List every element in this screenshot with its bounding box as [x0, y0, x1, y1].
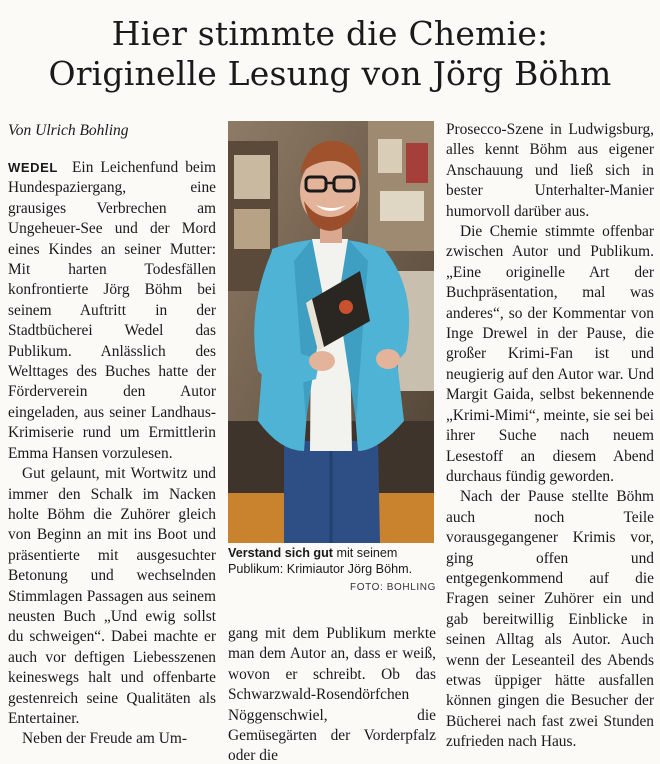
paragraph-6: Die Chemie stimmte offenbar zwischen Autor und Publikum. „Eine originelle Art der Buchpräsentation, mal was anderes“, so der Kommentar von Inge Drewel in der Pause, die großer Krimi-Fan ist und neugierig auf den Autor war. Und Margit Gaida, selbst bekennende „Krimi-Mimi“, meinte, sie sei bei ihrer Suche nach neuem Lesestoff an diesem Abend durchaus fündig geworden. [446, 223, 654, 485]
byline: Von Ulrich Bohling [8, 122, 129, 139]
paragraph-2: Gut gelaunt, mit Wortwitz und immer den Schalk im Nacken holte Böhm die Zuhörer gleich von Beginn an mit ins Boot und präsentierte mit ausgesuchter Betonung und wechselnden Stimmlagen Passagen aus seinem neusten Buch „Und ewig sollst du schweigen“. Dabei machte er auch vor deftigen Liebesszenen keineswegs halt und offenbarte gestenreich seine Qualitäten als Entertainer. [8, 465, 216, 727]
headline-line-1: Hier stimmte die Chemie: [111, 14, 549, 53]
headline-line-2: Originelle Lesung von Jörg Böhm [48, 54, 612, 93]
paragraph-4: gang mit dem Publikum merkte man dem Autor an, dass er weiß, wovon er schreibt. Ob das Schwarzwald-Rosendörfchen Nöggenschwiel, die Gemüsegärten der Vorderpfalz oder die [228, 625, 436, 764]
paragraph-1-text: Ein Leichenfund beim Hundespaziergang, eine grausiges Verbrechen am Ungeheuer-See und der Mord eines Kindes an seiner Mutter: Mit harten Todesfällen konfrontierte Jörg Böhm bei seinem Auftritt in der Stadtbücherei Wedel das Publikum. Anlässlich des Welttages des Buches hatte der Förderverein den Autor eingeladen, aus seiner Landhaus-Krimiserie rund um Ermittlerin Emma Hansen vorzulesen. [8, 159, 216, 462]
dateline: WEDEL [8, 160, 58, 175]
paragraph-3: Neben der Freude am Um- [22, 730, 187, 748]
caption-lead: Verstand sich gut [228, 546, 333, 560]
caption-text: mit seinem Publikum: Krimiautor Jörg Böhm. [228, 546, 413, 576]
author-photo [228, 121, 434, 543]
article-column-2 [228, 624, 436, 764]
article-column-1 [8, 158, 216, 750]
paragraph-7: Nach der Pause stellte Böhm auch noch Teile vorausgegangener Krimis vor, ging offen und entgegenkommend auf die Fragen seiner Zuhörer ein und gab bereitwillig Einblicke in seinen Alltag als Autor. Auch wenn der Leseanteil des Abends etwas üppiger hätte ausfallen können gingen die Besucher der Bücherei nach fast zwei Stunden zufrieden nach Haus. [446, 488, 654, 751]
article-column-3 [446, 120, 654, 753]
photo-caption [228, 546, 436, 595]
author-photo-illustration [228, 121, 434, 543]
paragraph-1 [8, 158, 216, 464]
headline [0, 14, 660, 94]
photo-credit: FOTO: BOHLING [350, 581, 436, 593]
paragraph-5: Prosecco-Szene in Ludwigsburg, alles kennt Böhm aus eigener Anschauung und ließ sich in bester Unterhalter-Manier humorvoll darüber aus. [446, 121, 654, 220]
